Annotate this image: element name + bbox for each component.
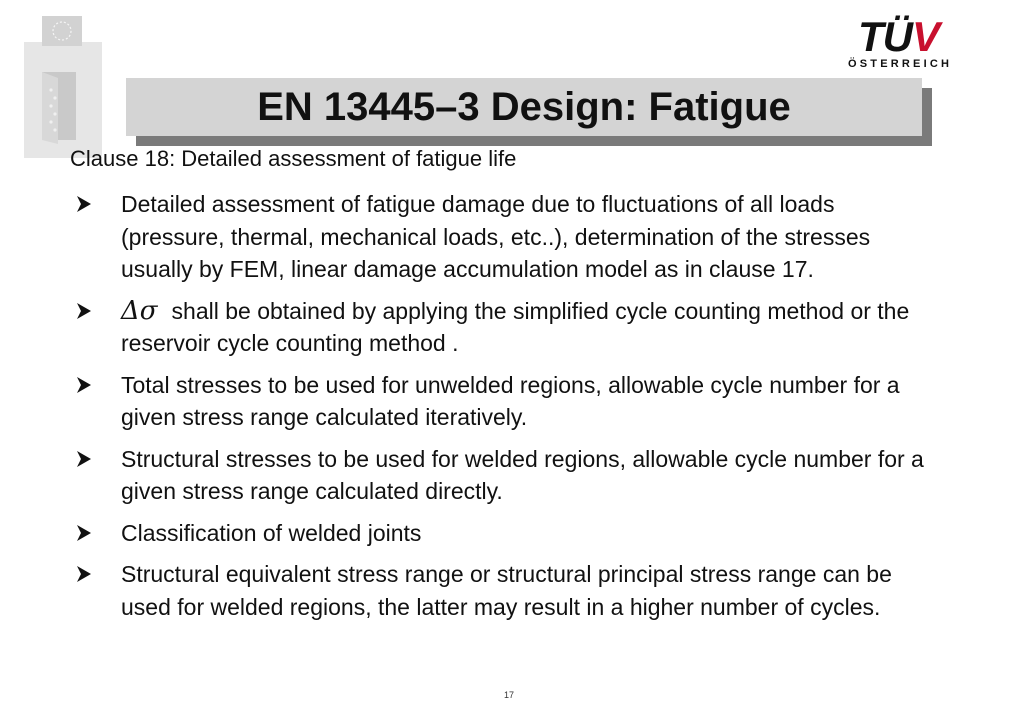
bullet-text: Total stresses to be used for unwelded regions, allowable cycle number for a given stress range calculated iteratively. (121, 371, 900, 430)
list-item (74, 188, 934, 286)
eu-flag-door-icon (24, 16, 102, 158)
arrowhead-bullet-icon (74, 188, 96, 220)
list-item (74, 558, 934, 623)
bullet-text: Structural stresses to be used for welded regions, allowable cycle number for a given stress range calculated directly. (121, 445, 924, 504)
clause-heading: Clause 18: Detailed assessment of fatigue life (70, 146, 517, 171)
bullet-text: Classification of welded joints (121, 519, 422, 546)
bullet-text: Structural equivalent stress range or structural principal stress range can be used for welded regions, the latter may result in a higher number of cycles. (121, 561, 892, 620)
arrowhead-bullet-icon (74, 443, 96, 475)
logo-wordmark: TÜV (858, 13, 940, 60)
list-item (74, 517, 934, 550)
list-item (74, 369, 934, 434)
page-number: 17 (504, 690, 515, 700)
arrowhead-bullet-icon (74, 295, 96, 327)
list-item (74, 295, 934, 360)
list-item (74, 443, 934, 508)
bullet-text: shall be obtained by applying the simplified cycle counting method or the reservoir cycle counting method . (121, 297, 910, 356)
bullet-list (74, 188, 934, 632)
bullet-text: Detailed assessment of fatigue damage due to fluctuations of all loads (pressure, thermal, mechanical loads, etc..), determination of the stresses usually by FEM, linear damage accumulation model as in clause 17. (121, 191, 871, 282)
title-banner (126, 78, 922, 136)
logo-subtitle: ÖSTERREICH (848, 58, 953, 70)
tuv-austria-logo (848, 14, 968, 76)
arrowhead-bullet-icon (74, 558, 96, 590)
arrowhead-bullet-icon (74, 369, 96, 401)
arrowhead-bullet-icon (74, 517, 96, 549)
delta-sigma-symbol: Δσ (121, 295, 158, 326)
page-title: EN 13445–3 Design: Fatigue (257, 84, 791, 129)
